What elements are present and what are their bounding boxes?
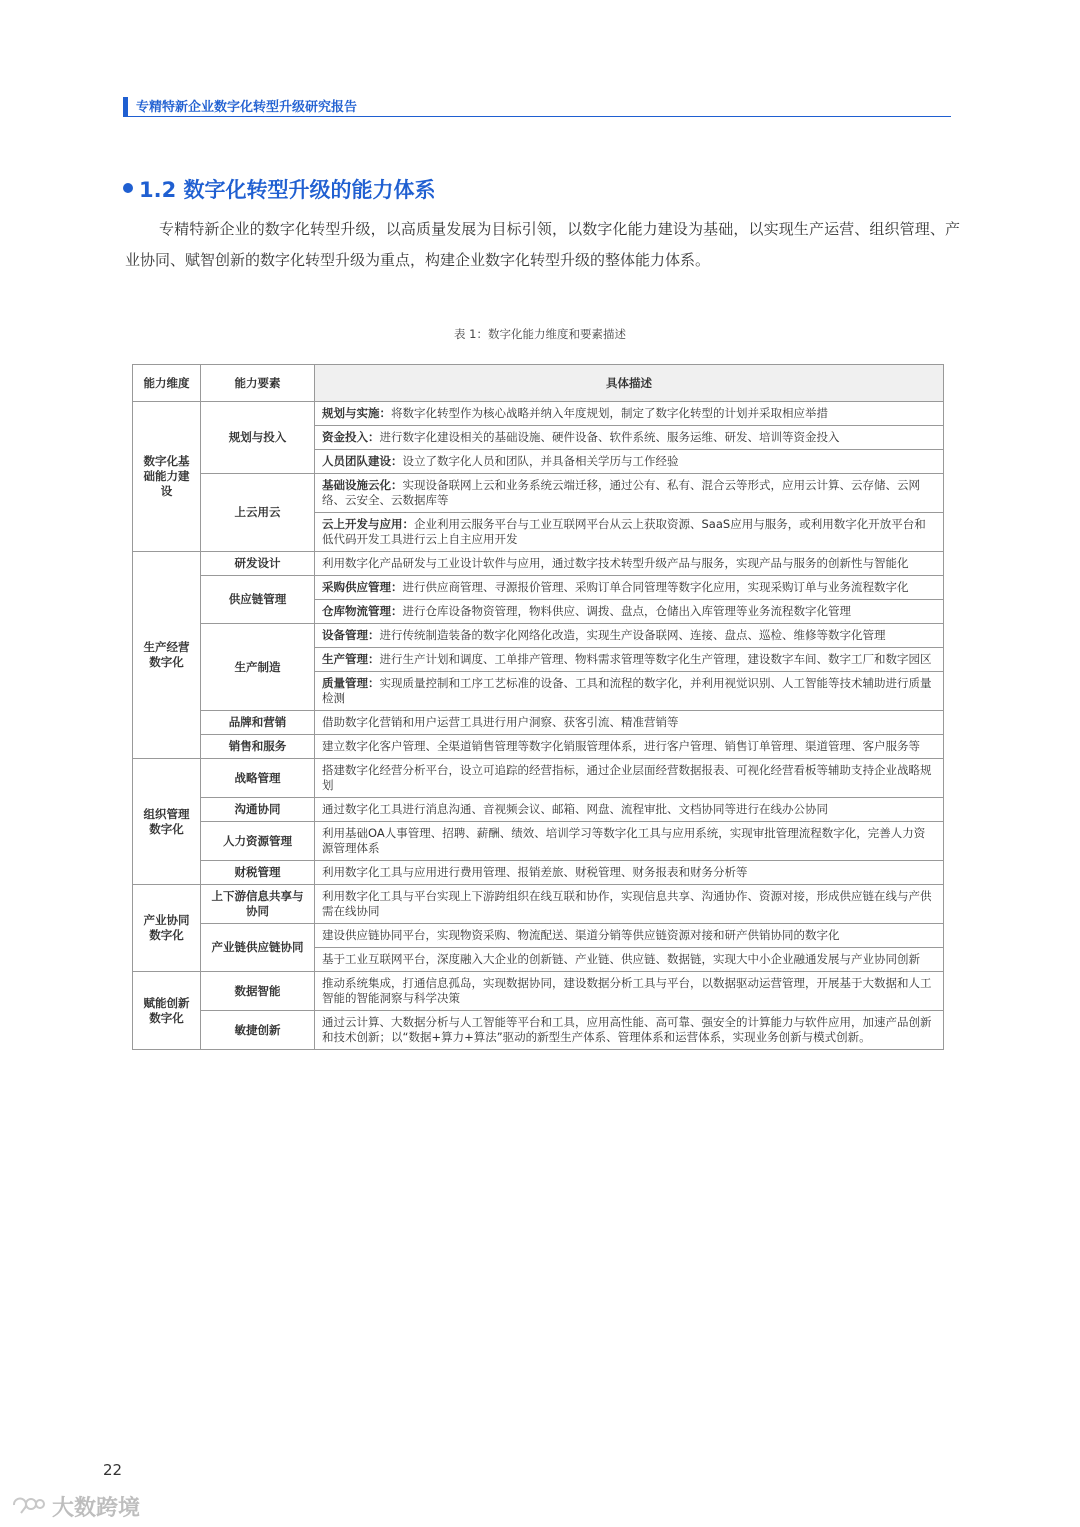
report-title: 专精特新企业数字化转型升级研究报告	[136, 100, 358, 115]
description-text: 基于工业互联网平台，深度融入大企业的创新链、产业链、供应链、数据链，实现大中小企业融通发展与产业协同创新	[322, 952, 920, 966]
description-cell	[315, 861, 944, 885]
table-row	[133, 711, 944, 735]
description-term: 仓库物流管理：	[322, 604, 403, 618]
description-cell	[315, 450, 944, 474]
description-text: 建设供应链协同平台，实现物资采购、物流配送、渠道分销等供应链资源对接和研产供销协同的数字化	[322, 928, 840, 942]
description-term: 资金投入：	[322, 430, 380, 444]
table-header-row	[133, 365, 944, 402]
dimension-cell: 产业协同数字化	[133, 885, 201, 972]
description-cell	[315, 711, 944, 735]
description-text: 进行传统制造装备的数字化网络化改造，实现生产设备联网、连接、盘点、巡检、维修等数字化管理	[379, 628, 886, 642]
description-term: 云上开发与应用：	[322, 517, 414, 531]
description-cell	[315, 648, 944, 672]
description-text: 进行仓库设备物资管理，物料供应、调拨、盘点，仓储出入库管理等业务流程数字化管理	[402, 604, 851, 618]
intro-paragraph: 专精特新企业的数字化转型升级，以高质量发展为目标引领，以数字化能力建设为基础，以实现生产运营、组织管理、产业协同、赋智创新的数字化转型升级为重点，构建企业数字化转型升级的整体能力体系。	[125, 220, 960, 269]
description-cell	[315, 474, 944, 513]
element-cell: 财税管理	[201, 861, 315, 885]
capability-table-container	[132, 364, 943, 1050]
table-row	[133, 624, 944, 648]
table-row	[133, 474, 944, 513]
element-cell: 产业链供应链协同	[201, 924, 315, 972]
description-text: 利用数字化产品研发与工业设计软件与应用，通过数字技术转型升级产品与服务，实现产品与服务的创新性与智能化	[322, 556, 909, 570]
description-term: 规划与实施：	[322, 406, 391, 420]
element-cell: 上云用云	[201, 474, 315, 552]
description-cell	[315, 576, 944, 600]
table-row	[133, 552, 944, 576]
table-row	[133, 735, 944, 759]
header-description: 具体描述	[315, 365, 944, 402]
description-cell	[315, 672, 944, 711]
description-cell	[315, 759, 944, 798]
description-text: 通过云计算、大数据分析与人工智能等平台和工具，应用高性能、高可靠、强安全的计算能力与软件应用，加速产品创新和技术创新；以“数据+算力+算法”驱动的新型生产体系、管理体系和运营体系，实现业务创新与模式创新。	[322, 1015, 932, 1044]
description-text: 利用基础OA人事管理、招聘、薪酬、绩效、培训学习等数字化工具与应用系统，实现审批管理流程数字化，完善人力资源管理体系	[322, 826, 926, 855]
description-text: 推动系统集成，打通信息孤岛，实现数据协同，建设数据分析工具与平台，以数据驱动运营管理，开展基于大数据和人工智能的智能洞察与科学决策	[322, 976, 932, 1005]
page-number: 22	[103, 1461, 123, 1479]
element-cell: 研发设计	[201, 552, 315, 576]
element-cell: 供应链管理	[201, 576, 315, 624]
element-cell: 敏捷创新	[201, 1011, 315, 1050]
description-term: 生产管理：	[322, 652, 380, 666]
description-text: 利用数字化工具与平台实现上下游跨组织在线互联和协作，实现信息共享、沟通协作、资源对接，形成供应链在线与产供需在线协同	[322, 889, 932, 918]
table-row	[133, 1011, 944, 1050]
description-text: 进行生产计划和调度、工单排产管理、物料需求管理等数字化生产管理，建设数字车间、数字工厂和数字园区	[379, 652, 932, 666]
table-row	[133, 576, 944, 600]
description-cell	[315, 402, 944, 426]
description-cell	[315, 948, 944, 972]
description-cell	[315, 600, 944, 624]
dimension-cell: 组织管理数字化	[133, 759, 201, 885]
description-text: 进行供应商管理、寻源报价管理、采购订单合同管理等数字化应用，实现采购订单与业务流程数字化	[402, 580, 909, 594]
table-row	[133, 759, 944, 798]
header-element: 能力要素	[201, 365, 315, 402]
description-cell	[315, 1011, 944, 1050]
element-cell: 上下游信息共享与协同	[201, 885, 315, 924]
table-row	[133, 972, 944, 1011]
bullet-dot-icon	[123, 183, 133, 193]
element-cell: 沟通协同	[201, 798, 315, 822]
description-cell	[315, 885, 944, 924]
description-text: 将数字化转型作为核心战略并纳入年度规划，制定了数字化转型的计划并采取相应举措	[391, 406, 828, 420]
header-accent-bar	[123, 97, 128, 117]
description-text: 通过数字化工具进行消息沟通、音视频会议、邮箱、网盘、流程审批、文档协同等进行在线办公协同	[322, 802, 828, 816]
description-cell	[315, 924, 944, 948]
element-cell: 人力资源管理	[201, 822, 315, 861]
description-cell	[315, 552, 944, 576]
element-cell: 战略管理	[201, 759, 315, 798]
description-cell	[315, 798, 944, 822]
description-cell	[315, 735, 944, 759]
table-caption: 表 1：数字化能力维度和要素描述	[454, 327, 626, 341]
description-text: 借助数字化营销和用户运营工具进行用户洞察、获客引流、精准营销等	[322, 715, 679, 729]
description-term: 人员团队建设：	[322, 454, 403, 468]
capability-table	[132, 364, 944, 1050]
description-text: 建立数字化客户管理、全渠道销售管理等数字化销服管理体系，进行客户管理、销售订单管理、渠道管理、客户服务等	[322, 739, 920, 753]
table-row	[133, 861, 944, 885]
description-cell	[315, 624, 944, 648]
description-term: 采购供应管理：	[322, 580, 403, 594]
description-term: 设备管理：	[322, 628, 380, 642]
dimension-cell: 数字化基础能力建设	[133, 402, 201, 552]
watermark-logo-icon	[10, 1494, 46, 1516]
table-row	[133, 798, 944, 822]
description-term: 质量管理：	[322, 676, 380, 690]
element-cell: 规划与投入	[201, 402, 315, 474]
description-cell	[315, 972, 944, 1011]
description-text: 搭建数字化经营分析平台，设立可追踪的经营指标，通过企业层面经营数据报表、可视化经营看板等辅助支持企业战略规划	[322, 763, 932, 792]
description-cell	[315, 426, 944, 450]
description-text: 企业利用云服务平台与工业互联网平台从云上获取资源、SaaS应用与服务，或利用数字化开放平台和低代码开发工具进行云上自主应用开发	[322, 517, 926, 546]
header-dimension: 能力维度	[133, 365, 201, 402]
element-cell: 品牌和营销	[201, 711, 315, 735]
description-cell	[315, 822, 944, 861]
element-cell: 销售和服务	[201, 735, 315, 759]
description-text: 实现设备联网上云和业务系统云端迁移，通过公有、私有、混合云等形式，应用云计算、云存储、云网络、云安全、云数据库等	[322, 478, 920, 507]
description-text: 设立了数字化人员和团队，并具备相关学历与工作经验	[402, 454, 679, 468]
section-title: 1.2 数字化转型升级的能力体系	[139, 178, 436, 202]
dimension-cell: 赋能创新数字化	[133, 972, 201, 1050]
table-row	[133, 924, 944, 948]
description-text: 利用数字化工具与应用进行费用管理、报销差旅、财税管理、财务报表和财务分析等	[322, 865, 748, 879]
element-cell: 生产制造	[201, 624, 315, 711]
table-body	[133, 402, 944, 1050]
table-row	[133, 822, 944, 861]
element-cell: 数据智能	[201, 972, 315, 1011]
table-row	[133, 885, 944, 924]
header-divider	[123, 116, 951, 117]
description-text: 实现质量控制和工序工艺标准的设备、工具和流程的数字化，并利用视觉识别、人工智能等技术辅助进行质量检测	[322, 676, 932, 705]
table-row	[133, 402, 944, 426]
dimension-cell: 生产经营数字化	[133, 552, 201, 759]
description-cell	[315, 513, 944, 552]
description-term: 基础设施云化：	[322, 478, 403, 492]
description-text: 进行数字化建设相关的基础设施、硬件设备、软件系统、服务运维、研发、培训等资金投入	[379, 430, 840, 444]
watermark-text: 大数跨境	[52, 1496, 141, 1521]
